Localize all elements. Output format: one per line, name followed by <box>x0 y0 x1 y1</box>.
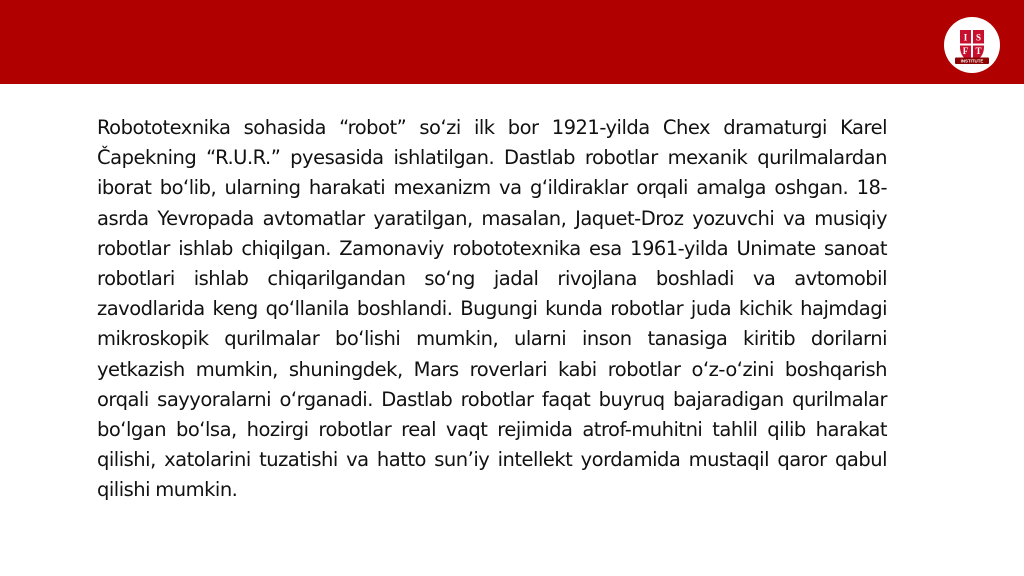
isft-logo-icon <box>944 17 1000 73</box>
logo-initial-s: S <box>975 32 982 43</box>
body-paragraph: Robototexnika sohasida “robot” so‘zi ilk bor 1921-yilda Chex dramaturgi Karel Čapekning “R.U.R.” pyesasida ishlatilgan. Dastlab robotlar mexanik qurilmalardan iborat bo‘lib, ularning harakati mexanizm va g‘ildiraklar orqali amalga oshgan. 18-asrda Yevropada avtomatlar yaratilgan, masalan, Jaquet-Droz yozuvchi va musiqiy robotlar ishlab chiqilgan. Zamonaviy robototexnika esa 1961-yilda Unimate sanoat robotlari ishlab chiqarilgandan so‘ng jadal rivojlana boshladi va avtomobil zavodlarida keng qo‘llanila boshlandi. Bugungi kunda robotlar juda kichik hajmdagi mikroskopik qurilmalar bo‘lishi mumkin, ularni inson tanasiga kiritib dorilarni yetkazish mumkin, shuningdek, Mars roverlari kabi robotlar o‘z-o‘zini boshqarish orqali sayyoralarni o‘rganadi. Dastlab robotlar faqat buyruq bajaradigan qurilmalar bo‘lgan bo‘lsa, hozirgi robotlar real vaqt rejimida atrof-muhitni tahlil qilib harakat qilishi, xatolarini tuzatishi va hatto sun’iy intellekt yordamida mustaqil qaror qabul qilishi mumkin. <box>97 116 887 502</box>
header-bar <box>0 0 1024 84</box>
logo-initial-f: F <box>962 46 969 56</box>
logo-caption: INSTITUTE <box>960 58 984 64</box>
logo-initial-t: T <box>975 46 982 56</box>
logo-initial-i: I <box>963 32 968 43</box>
